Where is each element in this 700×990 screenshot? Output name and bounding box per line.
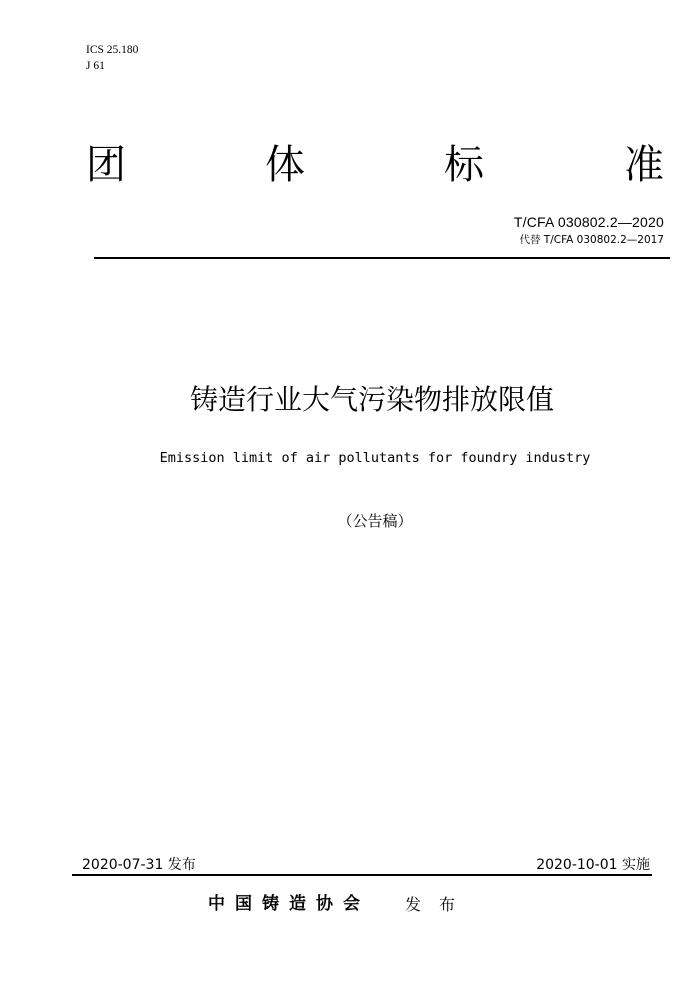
effective-date: 2020-10-01 实施 [536, 857, 650, 873]
document-title-zh: 铸造行业大气污染物排放限值 [189, 383, 554, 416]
publish-date: 2020-07-31 发布 [82, 857, 196, 873]
standard-type-char-2: 体 [265, 142, 305, 188]
publisher-name: 中国铸造协会 [208, 894, 370, 914]
standard-type-char-1: 团 [86, 142, 126, 188]
draft-status: （公告稿） [337, 512, 413, 530]
classification-code: J 61 [86, 60, 105, 72]
header-divider [94, 257, 670, 259]
footer-divider [72, 874, 652, 876]
standard-number: T/CFA 030802.2—2020 [513, 214, 664, 230]
classification-codes [86, 42, 138, 74]
standard-type-char-4: 准 [624, 142, 664, 188]
document-title-en: Emission limit of air pollutants for foundry industry [159, 450, 591, 466]
publish-label: 发布 [405, 895, 474, 914]
replaced-standard: 代替 T/CFA 030802.2—2017 [519, 234, 664, 246]
standard-type-char-3: 标 [444, 142, 484, 188]
ics-code: ICS 25.180 [86, 44, 139, 56]
